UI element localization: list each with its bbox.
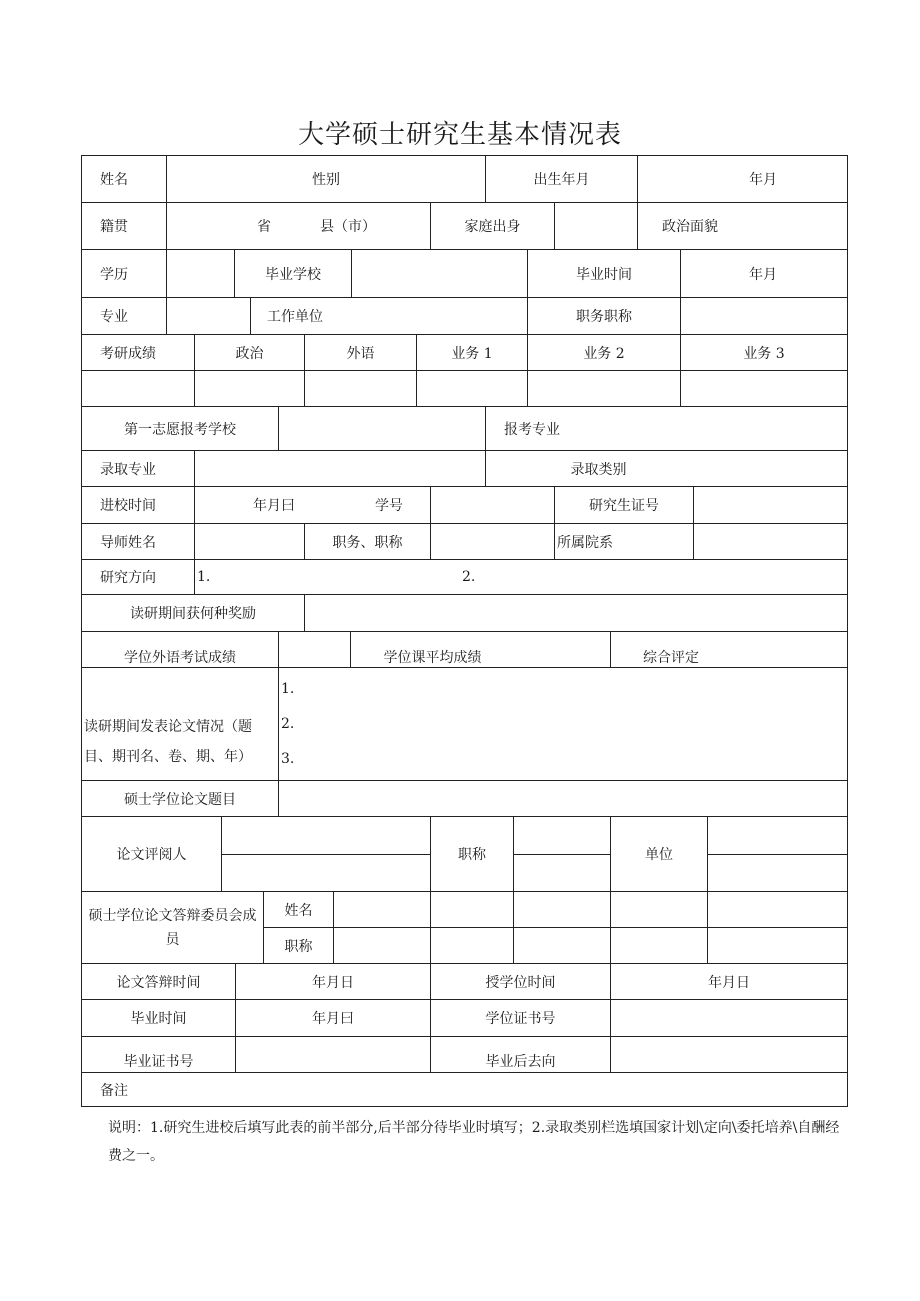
label-first-choice: 第一志愿报考学校 xyxy=(81,406,279,451)
province-text: 省 xyxy=(257,219,271,235)
label-defense-time: 论文答辩时间 xyxy=(81,963,236,1000)
avg-field[interactable]: 学位课平均成绩 xyxy=(350,631,611,668)
biz1-field[interactable] xyxy=(416,370,528,407)
label-member-name: 姓名 xyxy=(263,891,334,928)
label-tutor: 导师姓名 xyxy=(81,523,195,560)
tutor-duty-field[interactable] xyxy=(430,523,555,560)
politics-score-field[interactable] xyxy=(194,370,305,407)
direction-field[interactable] xyxy=(194,559,848,595)
grad-time-field[interactable]: 年月曰 xyxy=(235,999,431,1037)
card-field[interactable] xyxy=(693,486,848,524)
label-reviewer-unit: 单位 xyxy=(610,816,708,892)
label-school: 毕业学校 xyxy=(234,249,352,298)
label-family: 家庭出身 xyxy=(430,202,555,250)
school-field[interactable] xyxy=(351,249,528,298)
direction-1: 1. xyxy=(197,569,211,585)
dept-field[interactable] xyxy=(693,523,848,560)
biz3-field[interactable] xyxy=(680,370,848,407)
reviewer-1-field[interactable] xyxy=(221,816,431,855)
paper-1: 1. xyxy=(281,681,295,698)
footnote: 说明：1.研究生进校后填写此表的前半部分,后半部分待毕业时填写；2.录取类别栏选填国家计划\定向\委托培养\自酬经费之一。 xyxy=(108,1120,840,1164)
papers-field[interactable] xyxy=(278,667,848,781)
label-reviewer: 论文评阅人 xyxy=(81,816,222,892)
label-dept: 所属院系 xyxy=(554,523,694,560)
member-1-title[interactable] xyxy=(333,927,431,964)
destination-field[interactable] xyxy=(610,1036,848,1073)
reviewer-2-title[interactable] xyxy=(513,854,611,892)
name-gender-field[interactable]: 性别 xyxy=(166,155,486,203)
label-politics-score: 政治 xyxy=(194,334,305,371)
label-biz3: 业务 3 xyxy=(680,334,848,371)
label-biz2: 业务 2 xyxy=(527,334,681,371)
label-papers: 读研期间发表论文情况（题目、期刊名、卷、期、年） xyxy=(81,667,279,781)
entry-field[interactable] xyxy=(194,486,431,524)
member-5-title[interactable] xyxy=(707,927,848,964)
label-score: 考研成绩 xyxy=(81,334,195,371)
native-field[interactable] xyxy=(166,202,431,250)
first-choice-field[interactable] xyxy=(278,406,486,451)
member-3-title[interactable] xyxy=(513,927,611,964)
admit-major-field[interactable] xyxy=(194,450,486,487)
label-duty: 职务职称 xyxy=(527,297,681,335)
award-field[interactable] xyxy=(304,594,848,632)
remark-field[interactable]: 备注 xyxy=(81,1072,848,1107)
label-edu: 学历 xyxy=(81,249,167,298)
edu-field[interactable] xyxy=(166,249,235,298)
entry-date-text: 年月曰 xyxy=(253,498,295,514)
page-title: 大学硕士研究生基本情况表 xyxy=(297,120,622,150)
reviewer-1-title[interactable] xyxy=(513,816,611,855)
label-tutor-duty: 职务、职称 xyxy=(304,523,431,560)
label-admit-major: 录取专业 xyxy=(81,450,195,487)
defense-time-field[interactable]: 年月日 xyxy=(235,963,431,1000)
lang-score-field[interactable] xyxy=(304,370,417,407)
direction-2: 2. xyxy=(462,569,476,585)
score-blank-cell[interactable] xyxy=(81,370,195,407)
label-committee: 硕士学位论文答辩委员会成员 xyxy=(81,891,264,964)
admit-type-field[interactable]: 录取类别 xyxy=(485,450,848,487)
birth-field[interactable]: 年月 xyxy=(637,155,848,203)
label-biz1: 业务 1 xyxy=(416,334,528,371)
label-direction: 研究方向 xyxy=(81,559,195,595)
reviewer-2-field[interactable] xyxy=(221,854,431,892)
label-degree-cert: 学位证书号 xyxy=(430,999,611,1037)
thesis-field[interactable] xyxy=(278,780,848,817)
gradtime-field[interactable]: 年月 xyxy=(680,249,848,298)
member-1-name[interactable] xyxy=(333,891,431,928)
label-native: 籍贯 xyxy=(81,202,167,250)
apply-major-field[interactable]: 报考专业 xyxy=(485,406,848,451)
label-reviewer-title: 职称 xyxy=(430,816,514,892)
label-thesis: 硕士学位论文题目 xyxy=(81,780,279,817)
reviewer-1-unit[interactable] xyxy=(707,816,848,855)
member-4-name[interactable] xyxy=(610,891,708,928)
member-5-name[interactable] xyxy=(707,891,848,928)
member-2-title[interactable] xyxy=(430,927,514,964)
work-field[interactable]: 工作单位 xyxy=(250,297,528,335)
label-lang-score: 外语 xyxy=(304,334,417,371)
paper-2: 2. xyxy=(281,715,295,732)
tutor-field[interactable] xyxy=(194,523,305,560)
duty-field[interactable] xyxy=(680,297,848,335)
lang-exam-field[interactable] xyxy=(278,631,351,668)
label-member-title: 职称 xyxy=(263,927,334,964)
label-lang-exam: 学位外语考试成绩 xyxy=(81,631,279,668)
label-grant-time: 授学位时间 xyxy=(430,963,611,1000)
member-4-title[interactable] xyxy=(610,927,708,964)
label-major: 专业 xyxy=(81,297,167,335)
biz2-field[interactable] xyxy=(527,370,681,407)
label-card: 研究生证号 xyxy=(554,486,694,524)
label-name: 姓名 xyxy=(81,155,167,203)
student-id-field[interactable] xyxy=(430,486,555,524)
label-award: 读研期间获何种奖励 xyxy=(81,594,305,632)
label-entry: 进校时间 xyxy=(81,486,195,524)
member-2-name[interactable] xyxy=(430,891,514,928)
label-student-id: 学号 xyxy=(375,498,403,514)
member-3-name[interactable] xyxy=(513,891,611,928)
label-destination: 毕业后去向 xyxy=(430,1036,611,1073)
label-birth: 出生年月 xyxy=(485,155,638,203)
degree-cert-field[interactable] xyxy=(610,999,848,1037)
county-text: 县（市） xyxy=(320,219,376,235)
reviewer-2-unit[interactable] xyxy=(707,854,848,892)
label-gradtime: 毕业时间 xyxy=(527,249,681,298)
label-grad-time: 毕业时间 xyxy=(81,999,236,1037)
paper-3: 3. xyxy=(281,750,295,767)
family-field[interactable] xyxy=(554,202,638,250)
label-politics: 政治面貌 xyxy=(637,202,848,250)
grant-time-field[interactable]: 年月日 xyxy=(610,963,848,1000)
major-field[interactable] xyxy=(166,297,251,335)
label-grad-cert: 毕业证书号 xyxy=(81,1036,236,1073)
grad-cert-field[interactable] xyxy=(235,1036,431,1073)
eval-field[interactable]: 综合评定 xyxy=(610,631,848,668)
